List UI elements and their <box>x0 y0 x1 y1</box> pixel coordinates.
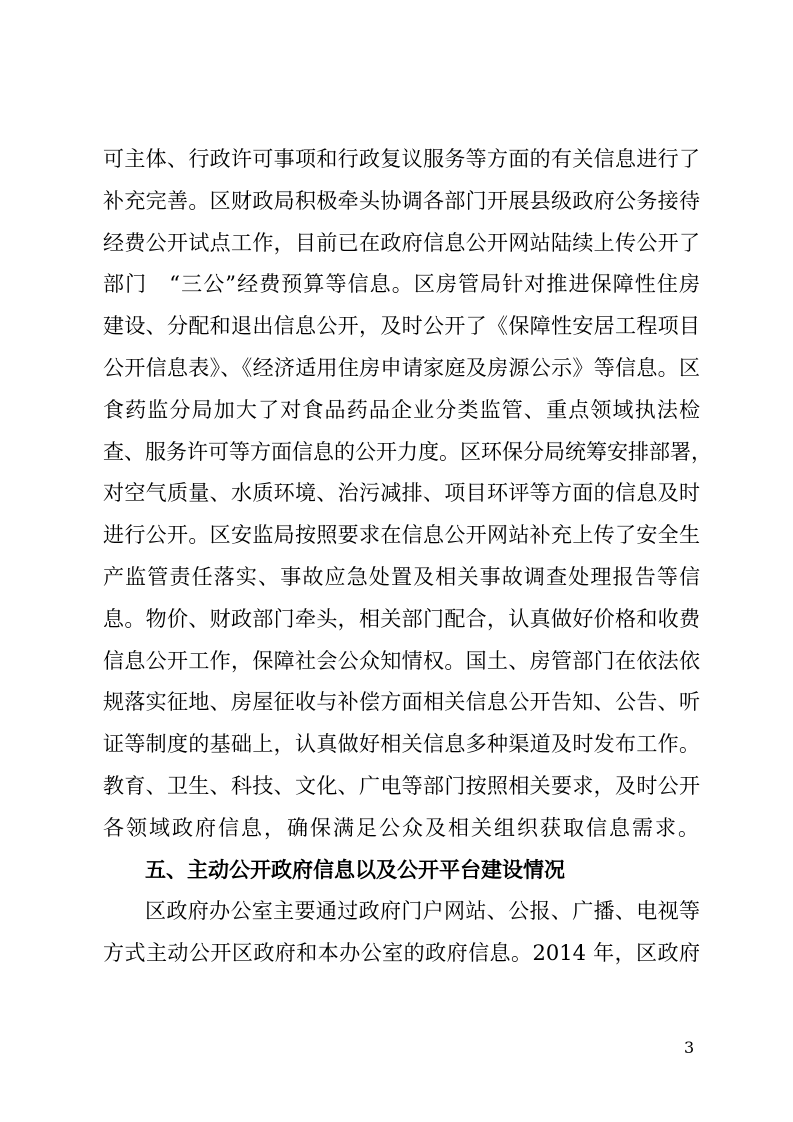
text-line: 息。物价、财政部门牵头，相关部门配合，认真做好价格和收费 <box>103 606 700 631</box>
document-body <box>103 139 712 975</box>
text-line: 各领域政府信息，确保满足公众及相关组织获取信息需求。 <box>103 815 701 840</box>
text-line: 补充完善。区财政局积极牵头协调各部门开展县级政府公务接待 <box>103 188 700 213</box>
text-line: 经费公开试点工作，目前已在政府信息公开网站陆续上传公开了 <box>103 230 700 255</box>
text-line: 进行公开。区安监局按照要求在信息公开网站补充上传了安全生 <box>103 523 700 548</box>
text-line: 产监管责任落实、事故应急处置及相关事故调查处理报告等信 <box>103 564 700 589</box>
text-line: 建设、分配和退出信息公开，及时公开了《保障性安居工程项目 <box>103 314 700 339</box>
text-line: 规落实征地、房屋征收与补偿方面相关信息公开告知、公告、听 <box>103 690 700 715</box>
page-number: 3 <box>684 1038 695 1057</box>
text-line: 信息公开工作，保障社会公众知情权。国土、房管部门在依法依 <box>103 648 700 673</box>
text-line: 教育、卫生、科技、文化、广电等部门按照相关要求，及时公开 <box>103 773 700 798</box>
section-heading: 五、主动公开政府信息以及公开平台建设情况 <box>145 857 565 882</box>
text-line: 区政府办公室主要通过政府门户网站、公报、广播、电视等 <box>145 899 700 924</box>
text-line: 方式主动公开区政府和本办公室的政府信息。2014 年，区政府 <box>103 941 700 966</box>
text-line: 食药监分局加大了对食品药品企业分类监管、重点领域执法检 <box>103 397 700 422</box>
text-line: 证等制度的基础上，认真做好相关信息多种渠道及时发布工作。 <box>103 732 700 757</box>
text-line: 对空气质量、水质环境、治污减排、项目环评等方面的信息及时 <box>103 481 700 506</box>
text-line: 公开信息表》、《经济适用住房申请家庭及房源公示》等信息。区 <box>103 355 700 380</box>
text-line: 查、服务许可等方面信息的公开力度。区环保分局统筹安排部署， <box>103 439 712 464</box>
text-line: 部门 “三公”经费预算等信息。区房管局针对推进保障性住房 <box>103 272 700 297</box>
text-line: 可主体、行政许可事项和行政复议服务等方面的有关信息进行了 <box>103 147 700 171</box>
